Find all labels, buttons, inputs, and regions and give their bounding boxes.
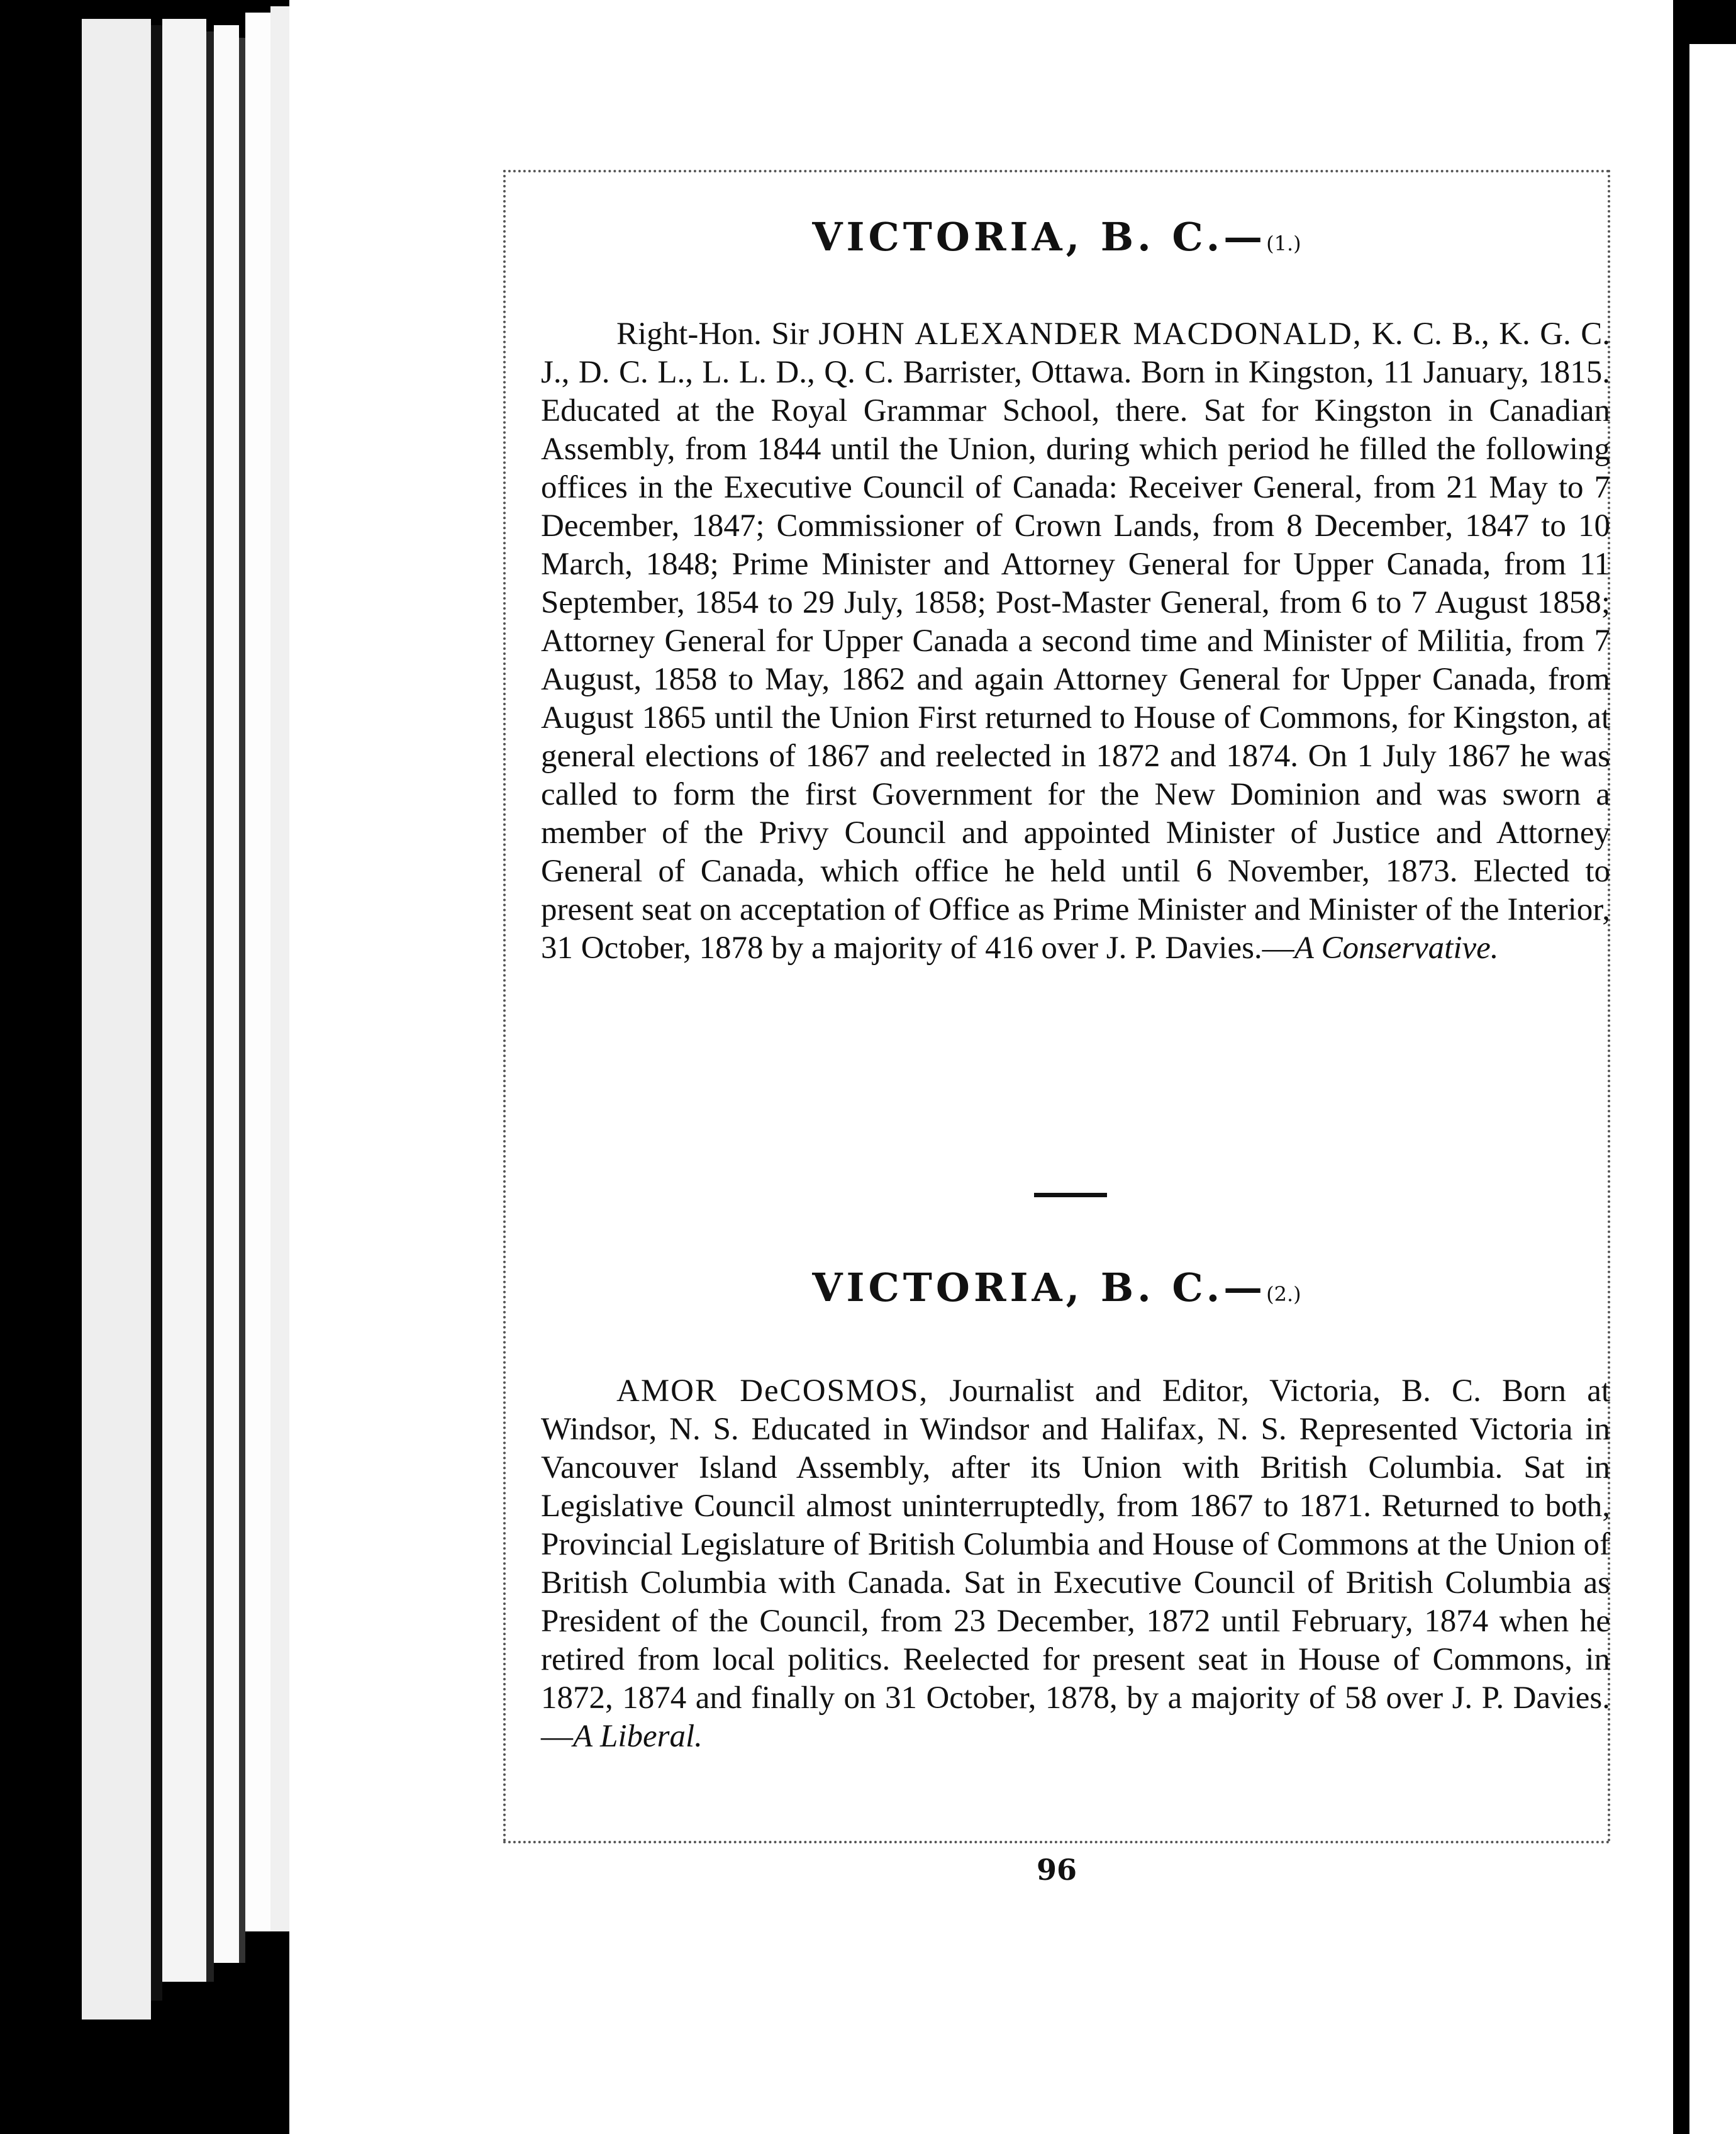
section-heading-2 [503, 1265, 1610, 1310]
heading-text: VICTORIA, B. C.— [812, 1265, 1267, 1310]
gutter-shadow [1673, 38, 1689, 2134]
heading-number: (1.) [1266, 232, 1301, 255]
page-stack-edge [239, 38, 245, 1963]
section-heading-1 [503, 214, 1610, 260]
page-stack-edge [162, 19, 206, 1982]
biography-macdonald [541, 315, 1610, 968]
book-cover-edge [82, 19, 151, 2019]
page-stack-edge [151, 25, 162, 2001]
bio-body: K. C. B., K. G. C. J., D. C. L., L. L. D., Q. C. Barrister, Ottawa. Born in Kingston, 11 January, 1815. Educated at the Royal Grammar School, there. Sat for Kingston in Canadian Assembly, from 1844 until the Union, during which period he filled the following offices in the Executive Council of Canada: Receiver General, from 21 May to 7 December, 1847; Commissioner of Crown Lands, from 8 December, 1847 to 10 March, 1848; Prime Minister and Attorney General for Upper Canada, from 11 September, 1854 to 29 July, 1858; Post-Master General, from 6 to 7 August 1858; Attorney General for Upper Canada a second time and Minister of Militia, from 7 August, 1858 to May, 1862 and again Attorney General for Upper Canada, from August 1865 until the Union First returned to House of Commons, for Kingston, at general elections of 1867 and reelected in 1872 and 1874. On 1 July 1867 he was called to form the first Government for the New Dominion and was sworn a member of the Privy Council and appointed Minister of Justice and Attorney General of Canada, which office he held until 6 November, 1873. Elected to present seat on acceptation of Office as Prime Minister and Minister of the Interior, 31 October, 1878 by a majority of 416 over J. P. Davies.— [541, 316, 1611, 966]
bio-body: Journalist and Editor, Victoria, B. C. Born at Windsor, N. S. Educated in Windsor and Halifax, N. S. Represented Victoria in Vancouver Island Assembly, after its Union with British Columbia. Sat in Legislative Council almost uninterruptedly, from 1867 to 1871. Returned to both, Provincial Legislature of British Columbia and House of Commons at the Union of British Columbia with Canada. Sat in Executive Council of British Columbia as President of the Council, from 23 December, 1872 until February, 1874 when he retired from local politics. Reelected for present seat in House of Commons, in 1872, 1874 and finally on 31 October, 1878, by a majority of 58 over J. P. Davies.— [541, 1373, 1611, 1754]
heading-text: VICTORIA, B. C.— [812, 214, 1267, 260]
bio-party: A Conservative. [1294, 930, 1499, 966]
page-number: 96 [1036, 1853, 1077, 1887]
heading-number: (2.) [1266, 1282, 1301, 1306]
biography-decosmos [541, 1372, 1610, 1756]
page-stack-edge [206, 31, 214, 1982]
section-separator-rule [1034, 1193, 1107, 1197]
page-stack-edge [214, 25, 239, 1963]
facing-page-edge [1689, 44, 1736, 2134]
page-stack-edge [245, 13, 270, 1931]
bio-title-prefix: Right-Hon. Sir [616, 316, 819, 352]
bio-party: A Liberal. [573, 1719, 703, 1754]
bio-name: JOHN ALEXANDER MACDONALD, [818, 316, 1362, 352]
bio-name: AMOR DeCOSMOS, [616, 1373, 929, 1409]
page-stack-edge [270, 6, 289, 1931]
